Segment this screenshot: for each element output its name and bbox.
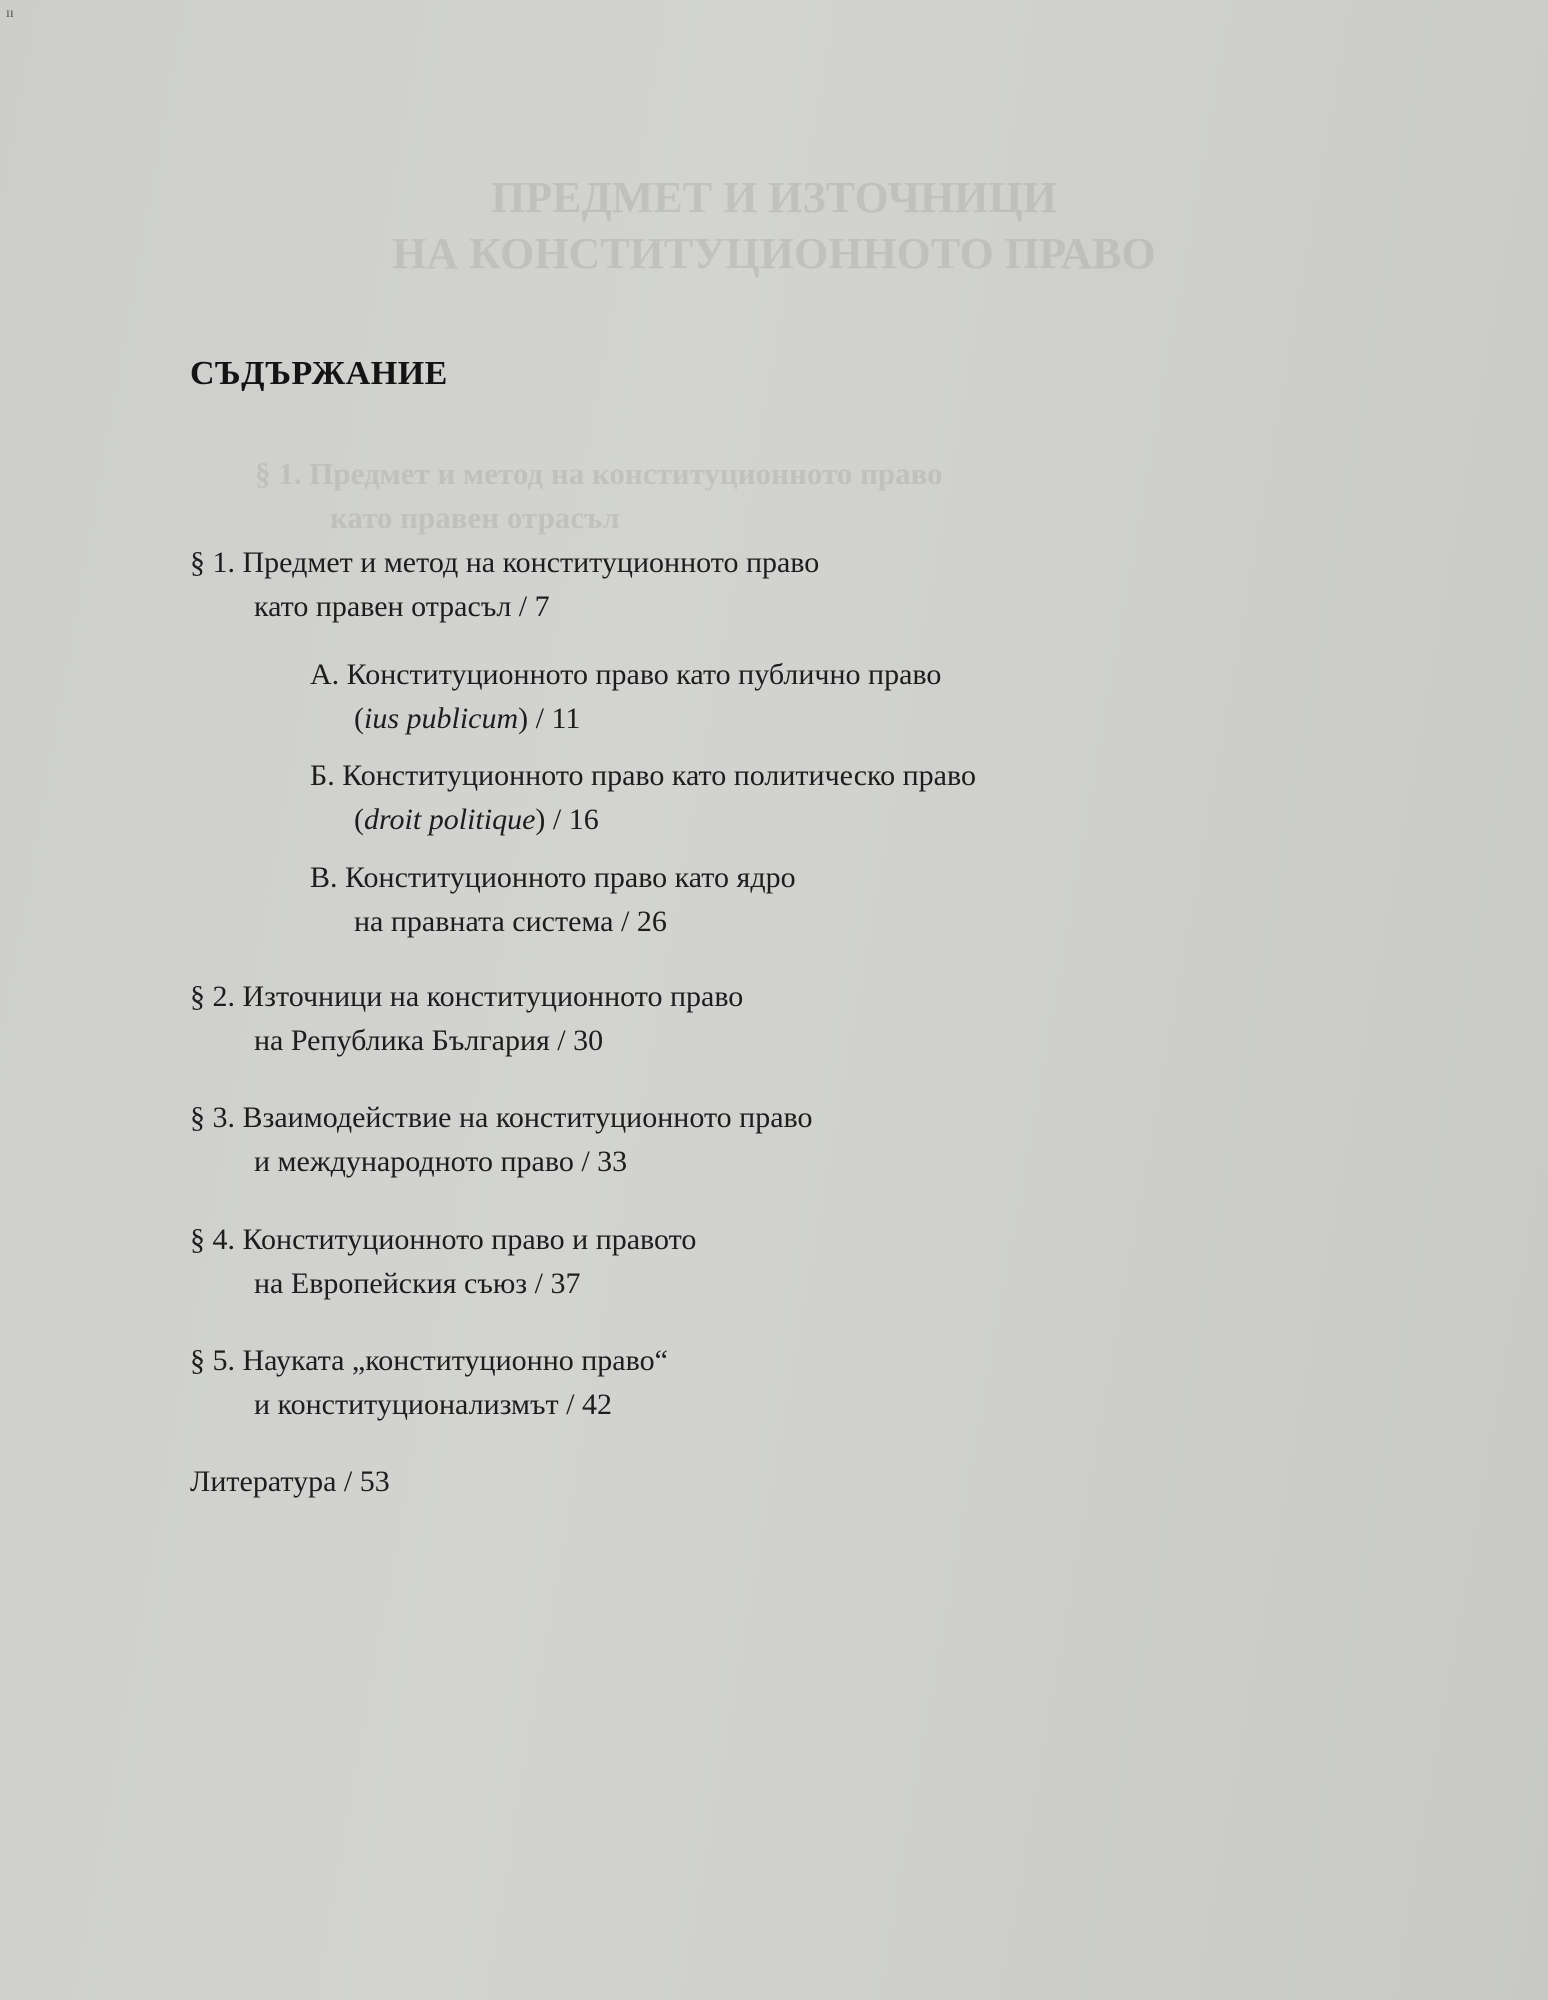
toc-subentry-title: Конституционното право като публично право: [346, 658, 942, 691]
toc-entry-literature: Литература / 53: [190, 1465, 390, 1498]
toc-entry-number: § 3.: [190, 1101, 235, 1134]
toc-entry-5: [190, 1339, 668, 1427]
toc-subentry-a: [310, 653, 941, 741]
toc-subentry-b: [310, 754, 976, 842]
bleed-title-line: НА КОНСТИТУЦИОННОТО ПРАВО: [392, 229, 1156, 278]
toc-subentry-title-continuation: (droit politique) / 16: [354, 803, 599, 836]
bleed-heading-line: като правен отрасъл: [330, 500, 620, 535]
bleed-heading-line: § 1. Предмет и метод на конституционното право: [255, 456, 943, 491]
toc-entry-title-continuation: на Република България / 30: [254, 1024, 604, 1057]
toc-entry-number: § 4.: [190, 1223, 235, 1256]
toc-entry-number: § 1.: [190, 546, 235, 579]
toc-subentry-title: Конституционното право като ядро: [345, 861, 796, 894]
toc-entry-title-continuation: на Европейския съюз / 37: [254, 1267, 581, 1300]
toc-title: СЪДЪРЖАНИЕ: [190, 355, 448, 392]
toc-entry-2: [190, 975, 743, 1063]
page-corner-mark: ıı: [6, 6, 14, 21]
toc-subentry-title: Конституционното право като политическо право: [342, 759, 976, 792]
toc-entry-number: § 5.: [190, 1344, 235, 1377]
toc-subentry-title-continuation: на правната система / 26: [354, 905, 667, 938]
french-term: droit politique: [364, 803, 536, 836]
toc-subentry-title-continuation: (ius publicum) / 11: [354, 702, 581, 735]
toc-entry-title-continuation: и конституционализмът / 42: [254, 1388, 612, 1421]
toc-subentry-letter: В.: [310, 861, 338, 894]
toc-entry-title: Конституционното право и правото: [242, 1223, 697, 1256]
toc-entry-title-continuation: като правен отрасъл / 7: [254, 590, 550, 623]
toc-entry-number: § 2.: [190, 980, 235, 1013]
toc-entry-1: [190, 541, 819, 629]
toc-subentry-letter: Б.: [310, 759, 335, 792]
toc-subentry-letter: А.: [310, 658, 340, 691]
toc-entry-title: Източници на конституционното право: [242, 980, 744, 1013]
toc-subentry-v: [310, 856, 796, 944]
toc-entry-title: Взаимодействие на конституционното право: [242, 1101, 813, 1134]
bleed-title-line: ПРЕДМЕТ И ИЗТОЧНИЦИ: [491, 173, 1057, 222]
toc-entry-title: Предмет и метод на конституционното право: [242, 546, 820, 579]
toc-entry-3: [190, 1096, 813, 1184]
toc-entry-title-continuation: и международното право / 33: [254, 1145, 628, 1178]
toc-entry-4: [190, 1218, 696, 1306]
latin-term: ius publicum: [364, 702, 519, 735]
toc-entry-title: Науката „конституционно право“: [242, 1344, 668, 1377]
